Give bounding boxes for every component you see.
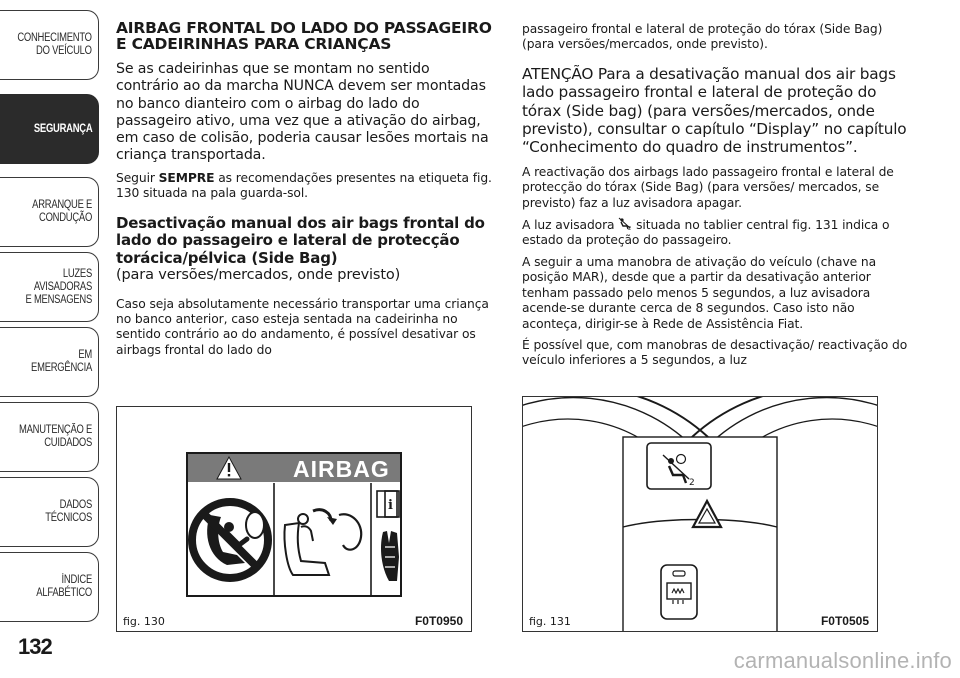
central-dashboard-illustration — [523, 397, 877, 631]
page-number: 132 — [18, 634, 52, 659]
chapter-tab-rail — [0, 0, 100, 678]
tab-arranque-e-conducao[interactable] — [0, 177, 99, 247]
tab-dados-tecnicos[interactable] — [0, 477, 99, 547]
tab-indice-alfabetico[interactable] — [0, 552, 99, 622]
airbag-label-text: AIRBAG — [293, 456, 390, 482]
section-title: AIRBAG FRONTAL DO LADO DO PASSAGEIRO E CADEIRINHAS PARA CRIANÇAS — [116, 19, 492, 53]
no-rear-facing-seat-icon — [192, 502, 268, 578]
tab-label: ÍNDICE ALFABÉTICO — [36, 574, 92, 599]
subheading: Desactivação manual dos air bags frontal do lado do passageiro e lateral de protecção torácica/pélvica (Side Bag) — [116, 213, 485, 267]
tab-label: SEGURANÇA — [33, 122, 92, 135]
emphasis-text: SEMPRE — [158, 170, 215, 185]
left-column — [116, 20, 494, 358]
svg-text:2: 2 — [628, 226, 632, 232]
figure-130 — [116, 406, 472, 632]
figure-caption: fig. 130 — [123, 615, 165, 628]
paragraph: Se as cadeirinhas que se montam no sentido contrário ao da marcha NUNCA devem ser montadas no banco dianteiro com o airbag do lado do passageiro ativo, uma vez que a ativação do airbag, em caso de colisão, poderia causar lesões mortais na criança transportada. — [116, 61, 489, 164]
tab-label: ARRANQUE E CONDUÇÃO — [32, 199, 92, 224]
paragraph: Caso seja absolutamente necessário transportar uma criança no banco anterior, caso esteja sentada na cadeirinha no sentido contrário ao do andamento, é possível desativar os airbags frontal do lado do — [116, 296, 489, 357]
tab-em-emergencia[interactable] — [0, 327, 99, 397]
tab-luzes-avisadoras[interactable] — [0, 252, 99, 322]
svg-text:i: i — [388, 498, 393, 513]
rear-defrost-button — [661, 565, 697, 619]
figure-code: F0T0950 — [414, 614, 463, 628]
passenger-airbag-off-icon — [618, 217, 632, 231]
text-run: situada no tablier central fig. 131 indica o estado da proteção do passageiro. — [522, 218, 890, 248]
watermark-text: carmanualsonline.info — [733, 648, 952, 673]
text-run: as recomendações presentes na etiqueta fig. 130 situada na pala guarda-sol. — [116, 170, 492, 201]
tab-manutencao-e-cuidados[interactable] — [0, 402, 99, 472]
tab-label: LUZES AVISADORAS E MENSAGENS — [25, 267, 92, 306]
figure-131 — [522, 396, 878, 632]
text-run: A luz avisadora — [522, 218, 615, 233]
text-run: Seguir — [116, 170, 155, 185]
right-column — [522, 22, 912, 369]
figure-caption: fig. 131 — [529, 615, 571, 628]
tab-label: CONHECIMENTO DO VEÍCULO — [17, 32, 92, 57]
paragraph: É possível que, com manobras de desactivação/ reactivação do veículo inferiores a 5 segundos, a luz — [522, 337, 908, 368]
svg-text:2: 2 — [689, 478, 695, 488]
airbag-indicator-panel — [647, 443, 711, 489]
tab-label: MANUTENÇÃO E CUIDADOS — [18, 424, 92, 449]
paragraph: A reactivação dos airbags lado passageiro frontal e lateral de protecção do tórax (Side Bag) (para versões/ mercados, se previsto) faz a luz avisadora apagar. — [522, 164, 894, 210]
paragraph — [522, 217, 912, 249]
tab-label: EM EMERGÊNCIA — [31, 349, 92, 374]
warning-paragraph: ATENÇÃO Para a desativação manual dos air bags lado passageiro frontal e lateral de proteção do tórax (Side bag) (para versões/mercados, onde previsto), consultar o capítulo “Display” no capítulo “Conhecimento do quadro de instrumentos”. — [522, 64, 907, 157]
figure-code: F0T0505 — [820, 614, 869, 628]
tab-seguranca[interactable] — [0, 94, 99, 164]
paragraph: A seguir a uma manobra de ativação do veículo (chave na posição MAR), desde que a partir da desativação anterior tenham passado pelo menos 5 segundos, a luz avisadora acende-se durante cerca de 8 segundos. Caso isto não aconteça, dirigir-se à Rede de Assistência Fiat. — [522, 254, 877, 331]
tab-conhecimento-do-veiculo[interactable] — [0, 10, 99, 80]
paragraph: passageiro frontal e lateral de proteção do tórax (Side Bag) (para versões/mercados, onde previsto). — [522, 22, 883, 52]
paragraph — [116, 171, 494, 202]
tab-label: DADOS TÉCNICOS — [45, 499, 92, 524]
airbag-warning-label-illustration — [117, 407, 471, 631]
subheading-note: (para versões/mercados, onde previsto) — [116, 267, 401, 284]
